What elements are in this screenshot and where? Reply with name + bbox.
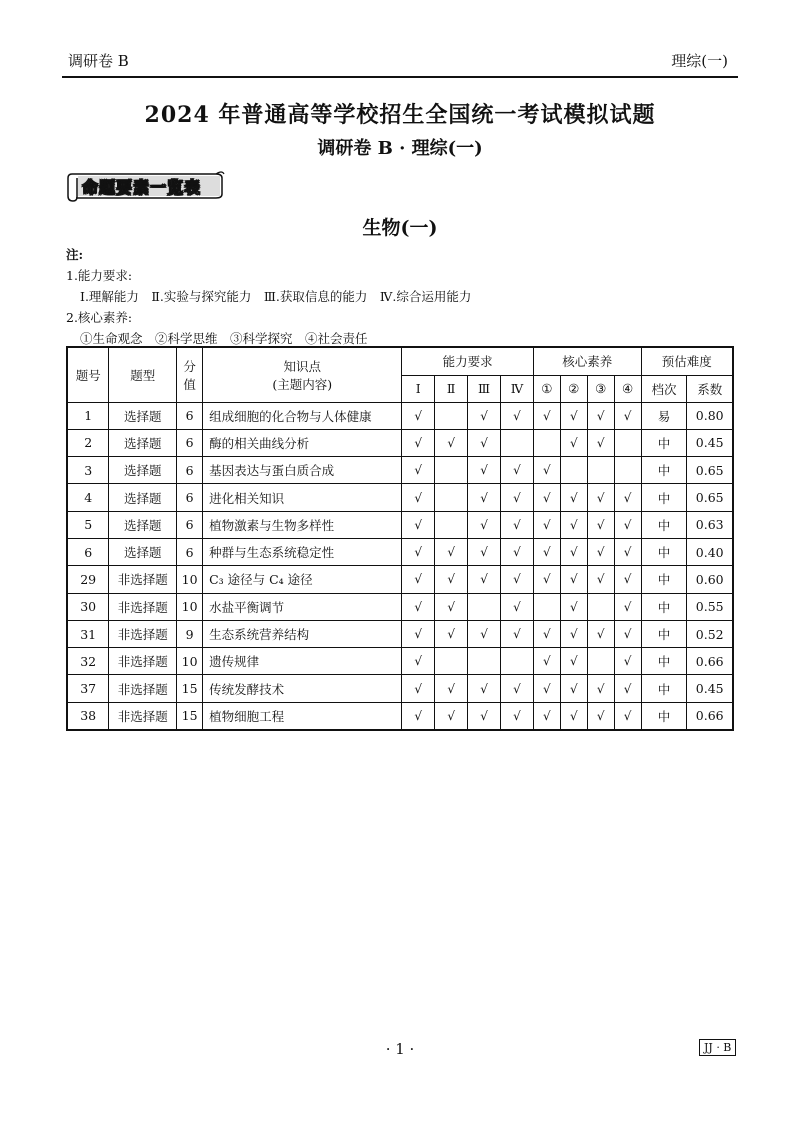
cell-coef: 0.40 (687, 538, 733, 565)
header-rule (62, 76, 738, 78)
cell-ability: √ (468, 402, 501, 429)
cell-level: 中 (641, 566, 687, 593)
cell-type: 选择题 (109, 457, 177, 484)
cell-literacy: √ (533, 620, 560, 647)
table-row (67, 566, 733, 593)
table-body (67, 402, 733, 730)
cell-literacy: √ (560, 538, 587, 565)
header-literacy-col: ② (560, 375, 587, 402)
cell-ability (435, 511, 468, 538)
cell-ability: √ (501, 593, 534, 620)
cell-ability (435, 648, 468, 675)
elements-table (66, 346, 734, 731)
cell-literacy: √ (587, 538, 614, 565)
cell-score: 10 (177, 648, 203, 675)
cell-score: 6 (177, 457, 203, 484)
cell-ability: √ (468, 702, 501, 729)
cell-literacy: √ (560, 429, 587, 456)
cell-knowledge: 进化相关知识 (203, 484, 402, 511)
banner-text: 命题要素一览表 (82, 178, 202, 197)
cell-knowledge: 水盐平衡调节 (203, 593, 402, 620)
cell-ability (468, 648, 501, 675)
cell-num: 1 (67, 402, 109, 429)
cell-literacy: √ (614, 538, 641, 565)
cell-literacy: √ (614, 702, 641, 729)
header-num: 题号 (67, 347, 109, 402)
cell-literacy: √ (587, 402, 614, 429)
cell-type: 非选择题 (109, 648, 177, 675)
cell-ability: √ (402, 593, 435, 620)
cell-literacy: √ (587, 702, 614, 729)
cell-level: 中 (641, 429, 687, 456)
table-row (67, 593, 733, 620)
cell-ability: √ (468, 620, 501, 647)
header-literacy-col: ① (533, 375, 560, 402)
cell-literacy: √ (587, 675, 614, 702)
cell-literacy: √ (533, 702, 560, 729)
header-literacy-col: ③ (587, 375, 614, 402)
cell-knowledge: 遗传规律 (203, 648, 402, 675)
literacy-items: ①生命观念 ②科学思维 ③科学探究 ④社会责任 (80, 331, 368, 346)
cell-num: 3 (67, 457, 109, 484)
cell-coef: 0.63 (687, 511, 733, 538)
header-ability: 能力要求 (402, 347, 534, 375)
cell-literacy: √ (533, 484, 560, 511)
table-row (67, 429, 733, 456)
cell-ability: √ (501, 538, 534, 565)
cell-num: 5 (67, 511, 109, 538)
header-score: 分 值 (177, 347, 203, 402)
cell-score: 6 (177, 429, 203, 456)
cell-score: 10 (177, 593, 203, 620)
cell-level: 中 (641, 702, 687, 729)
cell-score: 6 (177, 511, 203, 538)
paper-code: JJ · B (699, 1039, 736, 1056)
cell-num: 37 (67, 675, 109, 702)
cell-literacy: √ (614, 402, 641, 429)
cell-ability: √ (435, 675, 468, 702)
cell-num: 31 (67, 620, 109, 647)
header-literacy: 核心素养 (533, 347, 641, 375)
cell-ability: √ (468, 566, 501, 593)
cell-ability: √ (435, 429, 468, 456)
cell-level: 中 (641, 484, 687, 511)
cell-num: 29 (67, 566, 109, 593)
header-difficulty-col: 档次 (641, 375, 687, 402)
cell-num: 6 (67, 538, 109, 565)
cell-literacy: √ (587, 620, 614, 647)
cell-knowledge: 酶的相关曲线分析 (203, 429, 402, 456)
cell-score: 15 (177, 675, 203, 702)
cell-literacy: √ (614, 648, 641, 675)
cell-literacy: √ (560, 675, 587, 702)
cell-knowledge: 植物细胞工程 (203, 702, 402, 729)
cell-ability (435, 457, 468, 484)
notes-label: 注: (66, 247, 84, 262)
cell-literacy: √ (533, 538, 560, 565)
header-literacy-col: ④ (614, 375, 641, 402)
cell-coef: 0.60 (687, 566, 733, 593)
cell-ability (501, 648, 534, 675)
cell-literacy (587, 593, 614, 620)
cell-ability: √ (402, 402, 435, 429)
cell-ability (435, 402, 468, 429)
cell-level: 中 (641, 457, 687, 484)
cell-num: 4 (67, 484, 109, 511)
cell-ability: √ (501, 511, 534, 538)
cell-literacy: √ (587, 429, 614, 456)
cell-type: 非选择题 (109, 702, 177, 729)
table-row (67, 702, 733, 729)
cell-ability: √ (402, 484, 435, 511)
cell-ability: √ (402, 429, 435, 456)
cell-literacy: √ (614, 675, 641, 702)
cell-literacy (587, 457, 614, 484)
header-difficulty-col: 系数 (687, 375, 733, 402)
cell-ability: √ (501, 457, 534, 484)
header-ability-col: Ⅰ (402, 375, 435, 402)
cell-num: 38 (67, 702, 109, 729)
cell-coef: 0.66 (687, 702, 733, 729)
cell-literacy: √ (614, 511, 641, 538)
cell-literacy: √ (587, 566, 614, 593)
header-ability-col: Ⅱ (435, 375, 468, 402)
page-title: 2024 年普通高等学校招生全国统一考试模拟试题 (144, 102, 656, 128)
cell-type: 选择题 (109, 511, 177, 538)
cell-literacy: √ (560, 484, 587, 511)
cell-ability: √ (435, 538, 468, 565)
cell-ability: √ (468, 457, 501, 484)
cell-ability (468, 593, 501, 620)
notes (66, 244, 471, 349)
table-row (67, 511, 733, 538)
cell-type: 非选择题 (109, 593, 177, 620)
cell-ability: √ (468, 675, 501, 702)
cell-literacy: √ (587, 511, 614, 538)
cell-literacy: √ (560, 511, 587, 538)
cell-literacy: √ (533, 402, 560, 429)
cell-coef: 0.45 (687, 429, 733, 456)
cell-literacy: √ (533, 566, 560, 593)
cell-ability: √ (501, 620, 534, 647)
cell-ability (501, 429, 534, 456)
cell-type: 非选择题 (109, 566, 177, 593)
cell-ability: √ (402, 648, 435, 675)
page-number: · 1 · (385, 1040, 415, 1058)
table-row (67, 402, 733, 429)
cell-knowledge: 传统发酵技术 (203, 675, 402, 702)
cell-ability: √ (402, 620, 435, 647)
cell-type: 选择题 (109, 484, 177, 511)
cell-ability: √ (468, 511, 501, 538)
cell-literacy: √ (560, 402, 587, 429)
header-difficulty: 预估难度 (641, 347, 733, 375)
table-row (67, 675, 733, 702)
cell-type: 非选择题 (109, 675, 177, 702)
cell-coef: 0.65 (687, 457, 733, 484)
table-row (67, 457, 733, 484)
cell-ability: √ (402, 457, 435, 484)
literacy-heading: 2.核心素养: (66, 310, 133, 325)
cell-knowledge: 基因表达与蛋白质合成 (203, 457, 402, 484)
ability-heading: 1.能力要求: (66, 268, 133, 283)
cell-knowledge: 生态系统营养结构 (203, 620, 402, 647)
cell-score: 6 (177, 402, 203, 429)
cell-literacy (614, 429, 641, 456)
cell-knowledge: 组成细胞的化合物与人体健康 (203, 402, 402, 429)
cell-num: 32 (67, 648, 109, 675)
cell-num: 2 (67, 429, 109, 456)
table-row (67, 648, 733, 675)
cell-literacy: √ (614, 593, 641, 620)
header-left: 调研卷 B (68, 52, 129, 70)
cell-ability: √ (501, 402, 534, 429)
cell-knowledge: 植物激素与生物多样性 (203, 511, 402, 538)
cell-coef: 0.55 (687, 593, 733, 620)
header-right: 理综(一) (671, 52, 728, 70)
cell-type: 非选择题 (109, 620, 177, 647)
cell-ability: √ (435, 593, 468, 620)
cell-level: 中 (641, 620, 687, 647)
cell-ability: √ (501, 675, 534, 702)
cell-literacy: √ (587, 484, 614, 511)
cell-literacy (560, 457, 587, 484)
cell-ability: √ (402, 566, 435, 593)
cell-ability: √ (435, 620, 468, 647)
cell-literacy: √ (533, 648, 560, 675)
cell-literacy: √ (614, 620, 641, 647)
cell-ability: √ (402, 511, 435, 538)
section-title: 生物(一) (362, 217, 438, 239)
banner (66, 170, 226, 202)
cell-level: 中 (641, 538, 687, 565)
cell-literacy: √ (614, 484, 641, 511)
cell-type: 选择题 (109, 402, 177, 429)
cell-score: 15 (177, 702, 203, 729)
cell-level: 中 (641, 511, 687, 538)
cell-ability: √ (468, 429, 501, 456)
cell-coef: 0.80 (687, 402, 733, 429)
header-type: 题型 (109, 347, 177, 402)
cell-knowledge: C₃ 途径与 C₄ 途径 (203, 566, 402, 593)
cell-level: 中 (641, 648, 687, 675)
cell-score: 10 (177, 566, 203, 593)
cell-score: 6 (177, 538, 203, 565)
cell-num: 30 (67, 593, 109, 620)
cell-literacy: √ (560, 648, 587, 675)
cell-coef: 0.45 (687, 675, 733, 702)
cell-ability: √ (402, 675, 435, 702)
cell-level: 中 (641, 675, 687, 702)
table-row (67, 484, 733, 511)
cell-literacy: √ (560, 620, 587, 647)
cell-ability: √ (402, 538, 435, 565)
cell-literacy: √ (614, 566, 641, 593)
cell-ability (435, 484, 468, 511)
cell-literacy: √ (560, 702, 587, 729)
header-knowledge: 知识点 (主题内容) (203, 347, 402, 402)
cell-coef: 0.65 (687, 484, 733, 511)
cell-ability: √ (435, 566, 468, 593)
cell-type: 选择题 (109, 538, 177, 565)
cell-ability: √ (501, 566, 534, 593)
cell-type: 选择题 (109, 429, 177, 456)
cell-ability: √ (402, 702, 435, 729)
table-row (67, 620, 733, 647)
cell-score: 9 (177, 620, 203, 647)
cell-literacy: √ (560, 593, 587, 620)
table-row (67, 538, 733, 565)
cell-ability: √ (468, 484, 501, 511)
cell-level: 中 (641, 593, 687, 620)
cell-literacy: √ (533, 457, 560, 484)
cell-level: 易 (641, 402, 687, 429)
cell-knowledge: 种群与生态系统稳定性 (203, 538, 402, 565)
cell-score: 6 (177, 484, 203, 511)
cell-literacy: √ (533, 511, 560, 538)
cell-literacy (533, 429, 560, 456)
ability-items: Ⅰ.理解能力 Ⅱ.实验与探究能力 Ⅲ.获取信息的能力 Ⅳ.综合运用能力 (80, 289, 472, 304)
cell-ability: √ (501, 702, 534, 729)
cell-coef: 0.66 (687, 648, 733, 675)
cell-ability: √ (468, 538, 501, 565)
page-subtitle: 调研卷 B · 理综(一) (317, 138, 483, 159)
header-ability-col: Ⅳ (501, 375, 534, 402)
cell-literacy (614, 457, 641, 484)
cell-literacy (587, 648, 614, 675)
cell-ability: √ (435, 702, 468, 729)
cell-literacy: √ (560, 566, 587, 593)
cell-coef: 0.52 (687, 620, 733, 647)
cell-ability: √ (501, 484, 534, 511)
header-ability-col: Ⅲ (468, 375, 501, 402)
cell-literacy: √ (533, 675, 560, 702)
cell-literacy (533, 593, 560, 620)
